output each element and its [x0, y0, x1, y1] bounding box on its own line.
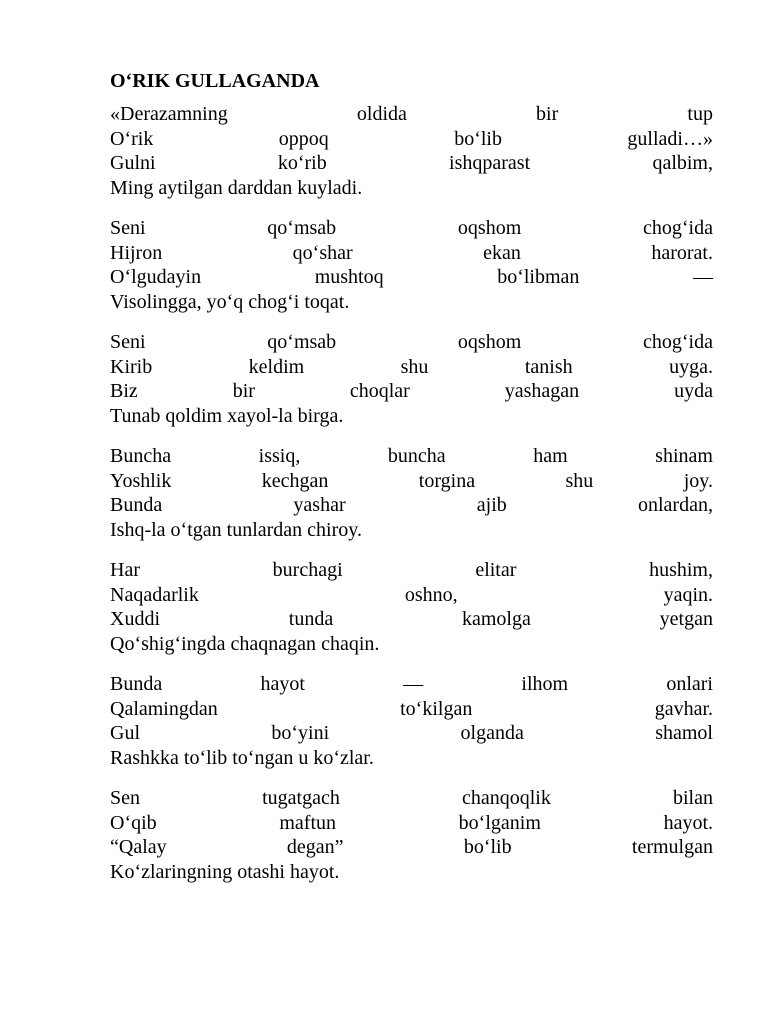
poem-line — [110, 330, 713, 355]
poem-word: «Derazamning — [110, 103, 228, 125]
poem-word: Gul — [110, 722, 140, 744]
poem-word: bir — [536, 103, 559, 125]
poem-word: oppoq — [278, 127, 329, 150]
poem-word: bo‘libman — [497, 266, 580, 288]
poem-word: maftun — [279, 811, 336, 834]
poem-word: xayol-la — [227, 404, 293, 427]
stanza — [110, 786, 713, 884]
poem-word: kechgan — [261, 469, 329, 492]
poem-line — [110, 176, 713, 201]
poem-word: gulladi…» — [627, 127, 713, 150]
poem-word: ilhom — [521, 673, 569, 695]
poem-word: choqlar — [349, 380, 410, 402]
poem-word: ko‘zlar. — [313, 746, 374, 769]
poem-line — [110, 241, 713, 266]
poem-word: yashar — [293, 494, 346, 516]
poem-word: ekan — [483, 241, 521, 264]
stanza — [110, 444, 713, 542]
poem-word: chog‘ida — [643, 331, 713, 353]
poem-word: yo‘q — [206, 290, 244, 313]
poem-word: olganda — [460, 722, 524, 744]
poem-title: O‘RIK GULLAGANDA — [110, 70, 320, 92]
poem-word: qoldim — [165, 404, 223, 427]
poem-line — [110, 607, 713, 632]
poem-line — [110, 469, 713, 494]
stanza — [110, 558, 713, 656]
poem-line — [110, 518, 713, 543]
poem-word: — — [693, 266, 713, 288]
document-page — [110, 68, 713, 900]
poem-word: bo‘yini — [271, 722, 330, 744]
poem-line — [110, 632, 713, 657]
poem-line — [110, 697, 713, 722]
poem-word: hushim, — [649, 559, 713, 581]
poem-line — [110, 721, 713, 746]
poem-word: Ko‘zlaringning — [110, 860, 233, 883]
poem-word: Bunda — [110, 494, 163, 516]
poem-word: u — [298, 746, 309, 769]
poem-word: onlari — [666, 673, 713, 695]
poem-line — [110, 558, 713, 583]
poem-word: chaqin. — [321, 632, 380, 655]
poem-body — [110, 102, 713, 884]
stanza — [110, 102, 713, 200]
poem-word: aytilgan — [158, 176, 223, 199]
poem-word: torgina — [418, 469, 476, 492]
poem-word: shinam — [655, 445, 713, 467]
poem-word: tunda — [288, 608, 334, 630]
poem-word: tunlardan — [226, 518, 303, 541]
poem-line — [110, 127, 713, 152]
poem-word: o‘tgan — [170, 518, 222, 541]
poem-line — [110, 583, 713, 608]
poem-word: — — [403, 673, 424, 695]
poem-line — [110, 746, 713, 771]
poem-word: hayot. — [663, 811, 713, 834]
poem-line — [110, 102, 713, 127]
poem-line — [110, 216, 713, 241]
poem-word: O‘rik — [110, 127, 154, 150]
stanza — [110, 216, 713, 314]
poem-word: toqat. — [304, 290, 350, 313]
poem-word: chanqoqlik — [462, 787, 551, 809]
poem-line — [110, 355, 713, 380]
poem-word: Bunda — [110, 673, 163, 695]
poem-word: oldida — [356, 103, 407, 125]
poem-word: mushtoq — [314, 266, 384, 288]
poem-word: hayot. — [289, 860, 340, 883]
poem-word: uyga. — [669, 355, 713, 378]
poem-line — [110, 379, 713, 404]
poem-word: ishqparast — [449, 152, 531, 174]
poem-line — [110, 404, 713, 429]
poem-word: ko‘rib — [277, 152, 327, 174]
poem-word: elitar — [475, 559, 517, 581]
poem-word: kamolga — [462, 608, 531, 630]
stanza — [110, 330, 713, 428]
poem-word: Seni — [110, 217, 146, 239]
poem-word: hayot — [260, 673, 305, 695]
poem-word: harorat. — [651, 241, 713, 264]
poem-word: qalbim, — [652, 152, 713, 174]
poem-word: degan” — [286, 836, 344, 858]
poem-line — [110, 860, 713, 885]
poem-word: “Qalay — [110, 836, 167, 858]
poem-word: burchagi — [272, 559, 343, 581]
poem-word: yashagan — [504, 380, 580, 402]
poem-word: Sen — [110, 787, 140, 809]
poem-word: Qalamingdan — [110, 697, 218, 720]
poem-word: Visolingga, — [110, 290, 202, 313]
poem-line — [110, 493, 713, 518]
poem-word: issiq, — [258, 445, 301, 467]
poem-word: onlardan, — [637, 494, 713, 516]
poem-line — [110, 672, 713, 697]
poem-word: oqshom — [457, 217, 522, 239]
poem-word: oshno, — [404, 583, 458, 606]
poem-word: chaqnagan — [230, 632, 317, 655]
poem-word: chiroy. — [307, 518, 362, 541]
poem-word: Seni — [110, 331, 146, 353]
poem-word: tup — [687, 103, 713, 125]
poem-line — [110, 811, 713, 836]
poem-word: Tunab — [110, 404, 161, 427]
poem-word: termulgan — [631, 836, 713, 858]
poem-word: Ming — [110, 176, 154, 199]
poem-word: bilan — [673, 787, 713, 809]
poem-word: shu — [400, 355, 429, 378]
poem-word: O‘qib — [110, 811, 157, 834]
poem-word: tanish — [524, 355, 573, 378]
poem-word: Rashkka — [110, 746, 179, 769]
poem-word: Qo‘shig‘ingda — [110, 632, 226, 655]
poem-word: bo‘lib — [454, 127, 502, 150]
poem-word: O‘lgudayin — [110, 266, 202, 288]
poem-word: bo‘lganim — [458, 811, 541, 834]
poem-line — [110, 444, 713, 469]
poem-word: oqshom — [457, 331, 522, 353]
poem-word: joy. — [683, 469, 713, 492]
poem-word: Xuddi — [110, 608, 160, 630]
poem-word: Naqadarlik — [110, 583, 199, 606]
poem-word: gavhar. — [654, 697, 713, 720]
poem-word: to‘lib — [183, 746, 228, 769]
poem-word: Gulni — [110, 152, 156, 174]
poem-word: to‘kilgan — [400, 697, 473, 720]
poem-word: qo‘msab — [267, 331, 337, 353]
poem-line — [110, 786, 713, 811]
poem-word: shamol — [655, 722, 713, 744]
poem-word: Buncha — [110, 445, 172, 467]
poem-word: kuyladi. — [297, 176, 363, 199]
poem-word: bo‘lib — [463, 836, 512, 858]
poem-word: Har — [110, 559, 140, 581]
poem-word: darddan — [227, 176, 293, 199]
poem-word: Biz — [110, 380, 138, 402]
poem-word: buncha — [387, 445, 446, 467]
poem-word: otashi — [237, 860, 285, 883]
poem-line — [110, 265, 713, 290]
poem-word: chog‘ida — [643, 217, 713, 239]
poem-line — [110, 835, 713, 860]
poem-line — [110, 290, 713, 315]
poem-word: tugatgach — [262, 787, 340, 809]
poem-word: birga. — [297, 404, 344, 427]
poem-word: yaqin. — [663, 583, 713, 606]
poem-word: ajib — [476, 494, 507, 516]
poem-word: Kirib — [110, 355, 153, 378]
poem-word: ham — [533, 445, 568, 467]
poem-word: Yoshlik — [110, 469, 172, 492]
poem-word: yetgan — [659, 608, 713, 630]
poem-word: to‘ngan — [232, 746, 294, 769]
stanza — [110, 672, 713, 770]
poem-word: qo‘msab — [267, 217, 337, 239]
poem-word: bir — [232, 380, 255, 402]
poem-word: uyda — [674, 380, 713, 402]
poem-word: chog‘i — [248, 290, 300, 313]
poem-line — [110, 151, 713, 176]
poem-word: Ishq-la — [110, 518, 166, 541]
poem-word: shu — [565, 469, 594, 492]
poem-word: Hijron — [110, 241, 163, 264]
poem-word: keldim — [248, 355, 305, 378]
poem-word: qo‘shar — [292, 241, 353, 264]
